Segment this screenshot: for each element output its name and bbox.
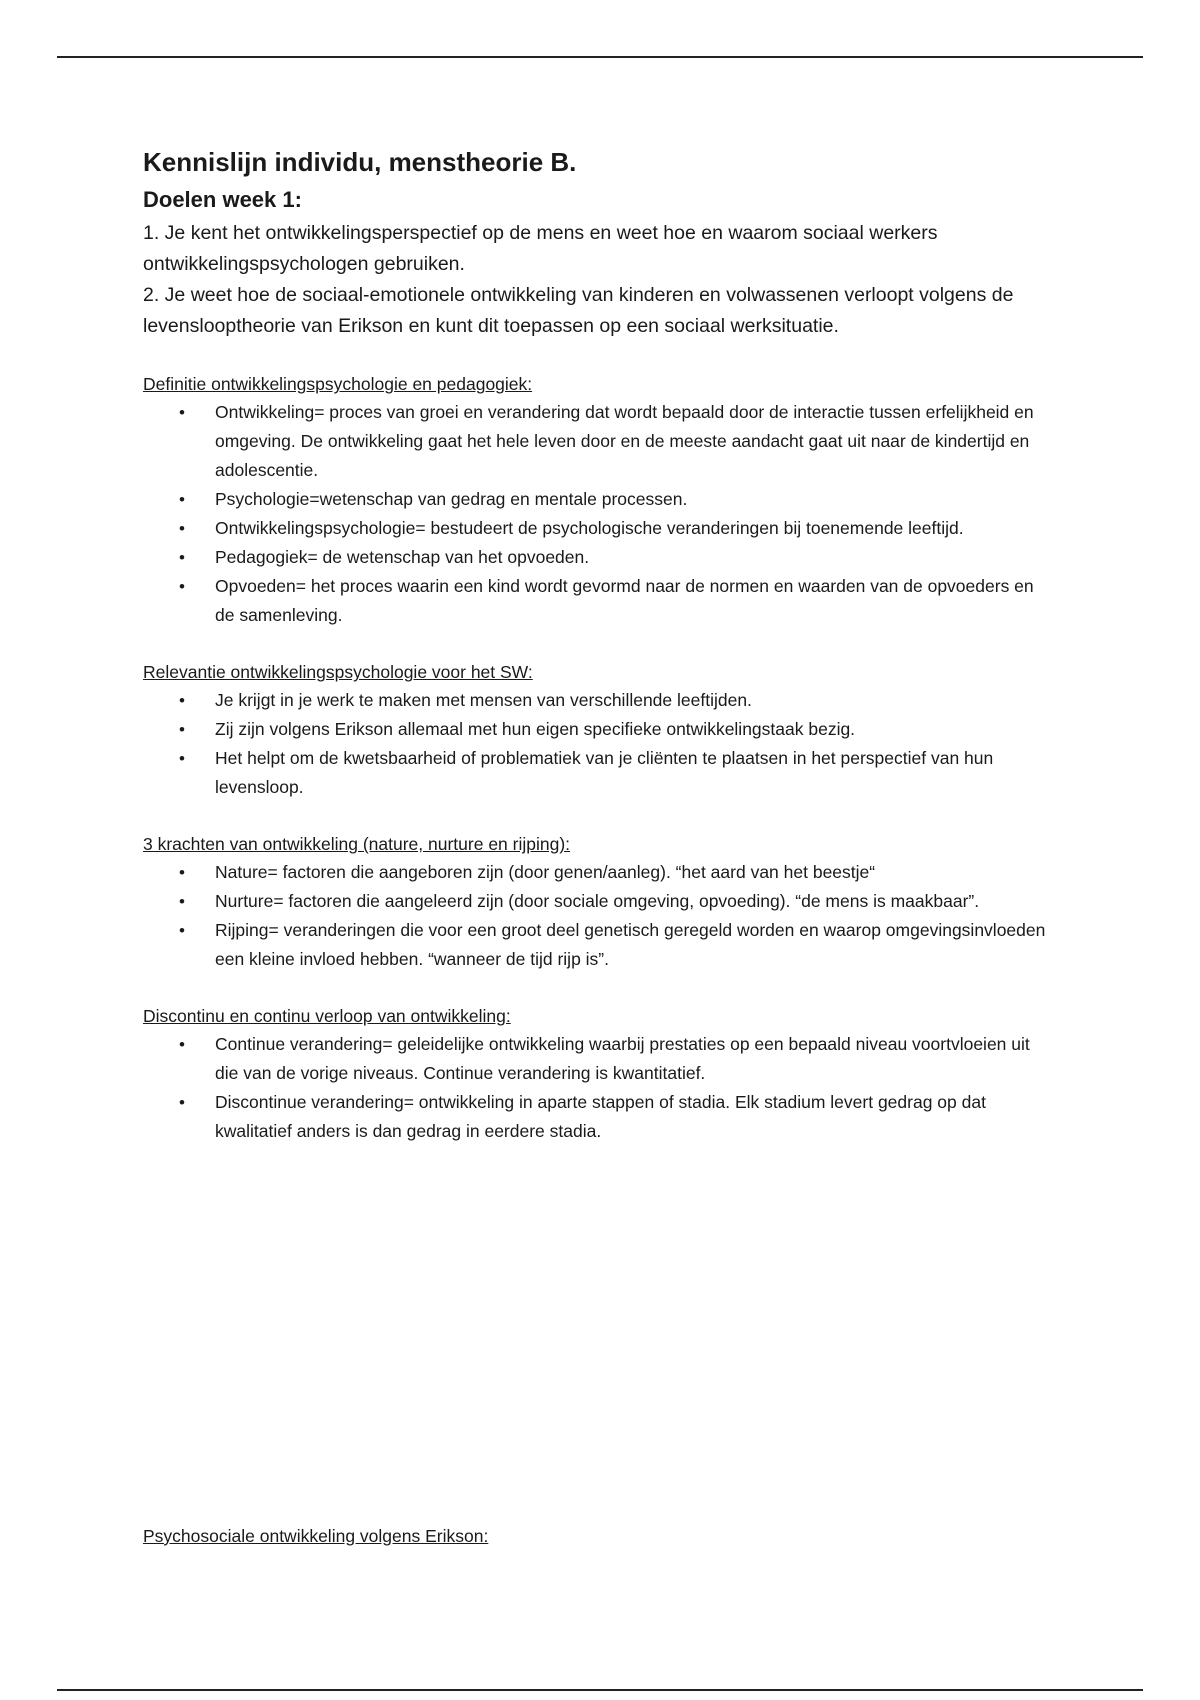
bottom-rule xyxy=(57,1689,1143,1691)
bullet-icon: • xyxy=(179,490,185,510)
bullet-icon: • xyxy=(179,892,185,912)
bullet-item xyxy=(179,715,1063,744)
goals-heading: Doelen week 1: xyxy=(143,186,302,212)
bullet-item xyxy=(179,686,1063,715)
bullet-text: Zij zijn volgens Erikson allemaal met hun eigen specifieke ontwikkelingstaak bezig. xyxy=(215,719,856,740)
bullet-icon: • xyxy=(179,548,185,568)
bullet-list xyxy=(143,398,1063,630)
bullet-icon: • xyxy=(179,921,185,941)
bullet-icon: • xyxy=(179,691,185,711)
goals-list xyxy=(143,218,1063,342)
section-erikson xyxy=(143,1522,488,1550)
section-heading: Definitie ontwikkelingspsychologie en pedagogiek: xyxy=(143,374,533,395)
bullet-icon: • xyxy=(179,1035,185,1055)
bullet-item xyxy=(179,514,1063,543)
bullet-text: Discontinue verandering= ontwikkeling in aparte stappen of stadia. Elk stadium levert gedrag op dat kwalitatief anders is dan gedrag in eerdere stadia. xyxy=(215,1092,986,1142)
section-heading: Discontinu en continu verloop van ontwikkeling: xyxy=(143,1006,511,1027)
bullet-item xyxy=(179,887,1063,916)
bullet-text: Psychologie=wetenschap van gedrag en mentale processen. xyxy=(215,489,688,510)
document-body xyxy=(143,146,1063,1146)
bullet-item xyxy=(179,572,1063,630)
goal-item: 2. Je weet hoe de sociaal-emotionele ontwikkeling van kinderen en volwassenen verloopt volgens de levenslooptheorie van Erikson en kunt dit toepassen op een sociaal werksituatie. xyxy=(143,284,1014,338)
bullet-text: Rijping= veranderingen die voor een groot deel genetisch geregeld worden en waarop omgevingsinvloeden een kleine invloed hebben. “wanneer de tijd rijp is”. xyxy=(215,920,1046,970)
document-title: Kennislijn individu, menstheorie B. xyxy=(143,147,577,177)
bullet-list xyxy=(143,686,1063,802)
bullet-text: Je krijgt in je werk te maken met mensen van verschillende leeftijden. xyxy=(215,690,752,711)
bullet-item xyxy=(179,543,1063,572)
bullet-icon: • xyxy=(179,749,185,769)
bullet-text: Het helpt om de kwetsbaarheid of problematiek van je cliënten te plaatsen in het perspectief van hun levensloop. xyxy=(215,748,994,798)
section-continuity xyxy=(143,1002,1063,1146)
bullet-text: Opvoeden= het proces waarin een kind wordt gevormd naar de normen en waarden van de opvoeders en de samenleving. xyxy=(215,576,1034,626)
bullet-item xyxy=(179,858,1063,887)
top-rule xyxy=(57,56,1143,58)
bullet-item xyxy=(179,485,1063,514)
bullet-icon: • xyxy=(179,519,185,539)
bullet-icon: • xyxy=(179,863,185,883)
bullet-text: Pedagogiek= de wetenschap van het opvoeden. xyxy=(215,547,590,568)
bullet-list xyxy=(143,858,1063,974)
bullet-icon: • xyxy=(179,720,185,740)
bullet-list xyxy=(143,1030,1063,1146)
bullet-text: Nature= factoren die aangeboren zijn (door genen/aanleg). “het aard van het beestje“ xyxy=(215,862,876,883)
bullet-text: Continue verandering= geleidelijke ontwikkeling waarbij prestaties op een bepaald niveau voortvloeien uit die van de vorige niveaus. Continue verandering is kwantitatief. xyxy=(215,1034,1030,1084)
bullet-icon: • xyxy=(179,577,185,597)
section-heading: 3 krachten van ontwikkeling (nature, nurture en rijping): xyxy=(143,834,571,855)
bullet-icon: • xyxy=(179,1093,185,1113)
bullet-item xyxy=(179,398,1063,485)
bullet-text: Ontwikkeling= proces van groei en verandering dat wordt bepaald door de interactie tussen erfelijkheid en omgeving. De ontwikkeling gaat het hele leven door en de meeste aandacht gaat uit naar de kindertijd en adolescentie. xyxy=(215,402,1034,481)
bullet-item xyxy=(179,1030,1063,1088)
bullet-icon: • xyxy=(179,403,185,423)
section-relevance xyxy=(143,658,1063,802)
goal-item: 1. Je kent het ontwikkelingsperspectief op de mens en weet hoe en waarom sociaal werkers ontwikkelingspsychologen gebruiken. xyxy=(143,222,938,276)
section-heading: Psychosociale ontwikkeling volgens Erikson: xyxy=(143,1526,489,1546)
bullet-text: Nurture= factoren die aangeleerd zijn (door sociale omgeving, opvoeding). “de mens is maakbaar”. xyxy=(215,891,980,912)
bullet-item xyxy=(179,1088,1063,1146)
section-heading: Relevantie ontwikkelingspsychologie voor het SW: xyxy=(143,662,533,683)
bullet-item xyxy=(179,916,1063,974)
section-three-forces xyxy=(143,830,1063,974)
bullet-text: Ontwikkelingspsychologie= bestudeert de psychologische veranderingen bij toenemende leeftijd. xyxy=(215,518,964,539)
bullet-item xyxy=(179,744,1063,802)
section-definitions xyxy=(143,370,1063,630)
